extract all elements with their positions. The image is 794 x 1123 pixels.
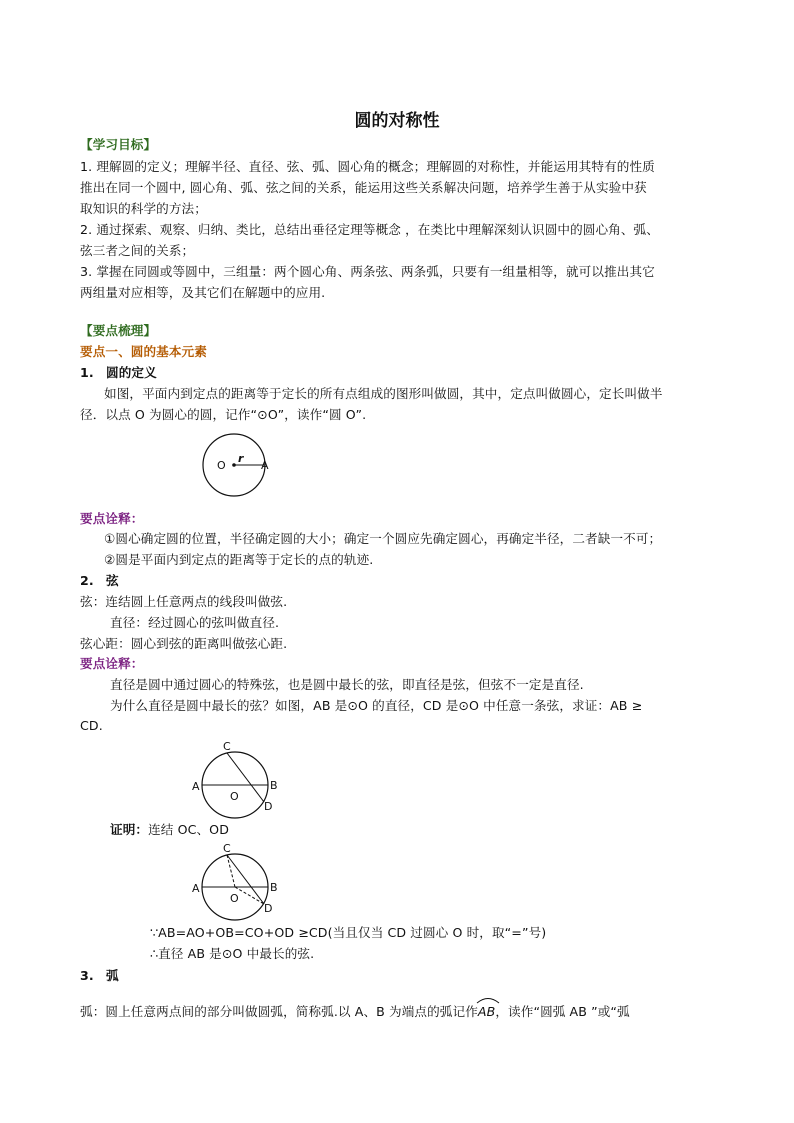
radius-od [235,887,264,904]
keypoints-heading: 【要点梳理】 [80,323,157,338]
objectives-heading [80,137,156,153]
item-number: 1. [80,365,94,380]
note-2-line-2: 为什么直径是圆中最长的弦？如图，AB 是⊙O 的直径，CD 是⊙O 中任意一条弦，求证：AB ≥ [110,698,643,713]
section-heading-basic-elements: 要点一、圆的基本元素 [80,344,207,359]
label-a: A [261,459,269,472]
label-b: B [270,779,278,792]
proof-text: 连结 OC、OD [148,822,229,837]
note-1-line-1: ①圆心确定圆的位置，半径确定圆的大小；确定一个圆应先确定圆心，再确定半径，二者缺一不可； [104,531,662,546]
objective-line-6: 3. 掌握在同圆或等圆中，三组量：两个圆心角、两条弦、两条弧，只要有一组量相等，就可以推出其它 [80,264,655,279]
label-o: O [217,459,226,472]
objective-line-2: 推出在同一个圆中, 圆心角、弧、弦之间的关系，能运用这些关系解决问题，培养学生善于从实验中获 [80,180,647,195]
label-a: A [192,780,200,793]
note-label-2: 要点诠释： [80,656,144,671]
diameter-definition: 直径：经过圆心的弦叫做直径. [110,615,280,630]
note-label-1: 要点诠释： [80,511,144,526]
objective-line-5: 弦三者之间的关系； [80,243,195,258]
objective-line-7: 两组量对应相等，及其它们在解题中的应用. [80,285,326,300]
proof-label: 证明： [110,822,149,837]
circle-radius-figure [190,432,280,502]
proof-line [110,822,229,838]
label-r: r [238,452,244,465]
note-2-line-1: 直径是圆中通过圆心的特殊弦，也是圆中最长的弦，即直径是弦，但弦不一定是直径. [110,677,584,692]
note-1-line-2: ②圆是平面内到定点的距离等于定长的点的轨迹. [104,552,374,567]
label-c: C [223,740,231,753]
proof-figure [190,840,290,920]
chord-distance-definition: 弦心距：圆心到弦的距离叫做弦心距. [80,636,288,651]
label-o: O [230,892,239,905]
label-a: A [192,882,200,895]
arc-symbol-icon [476,996,500,1004]
page-title: 圆的对称性 [354,111,440,131]
proof-step-2: ∴直径 AB 是⊙O 中最长的弦. [150,946,315,961]
item-heading-circle-definition [80,365,157,381]
label-d: D [264,800,273,813]
label-o: O [230,790,239,803]
label-c: C [223,842,231,855]
arc-ab-notation [478,1002,495,1020]
objectives-heading-text: 【学习目标】 [80,137,157,152]
objective-line-4: 2. 通过探索、观察、归纳、类比，总结出垂径定理等概念 ，在类比中理解深刻认识圆中的圆心角、弧、 [80,222,659,237]
item-heading-arc [80,968,119,984]
objective-line-1: 1. 理解圆的定义；理解半径、直径、弦、弧、圆心角的概念；理解圆的对称性，并能运用其特有的性质 [80,159,655,174]
item-title: 圆的定义 [106,365,157,380]
label-b: B [270,881,278,894]
chord-definition: 弦：连结圆上任意两点的线段叫做弦. [80,594,288,609]
definition-line-2: 径．以点 O 为圆心的圆，记作“⊙O”，读作“圆 O”. [80,407,367,422]
item-title: 弧 [106,968,119,983]
item-number: 2. [80,573,94,588]
item-title: 弦 [106,573,119,588]
label-d: D [264,902,273,915]
item-number: 3. [80,968,94,983]
arc-definition-line [80,1002,630,1020]
arc-definition-end: ，读作“圆弧 AB ”或“弧 [495,1004,630,1019]
proof-step-1: ∵AB=AO+OB=CO+OD ≥CD(当且仅当 CD 过圆心 O 时，取“=”号) [150,925,547,940]
item-heading-chord [80,573,119,589]
objective-line-3: 取知识的科学的方法； [80,201,207,216]
diameter-chord-figure [190,738,290,818]
arc-ab-text: AB [477,1004,496,1019]
definition-line-1: 如图，平面内到定点的距离等于定长的所有点组成的图形叫做圆，其中，定点叫做圆心，定长叫做半 [104,386,663,401]
note-2-line-3: CD. [80,718,103,733]
arc-definition-start: 弧：圆上任意两点间的部分叫做圆弧，简称弧.以 A、B 为端点的弧记作 [80,1004,478,1019]
